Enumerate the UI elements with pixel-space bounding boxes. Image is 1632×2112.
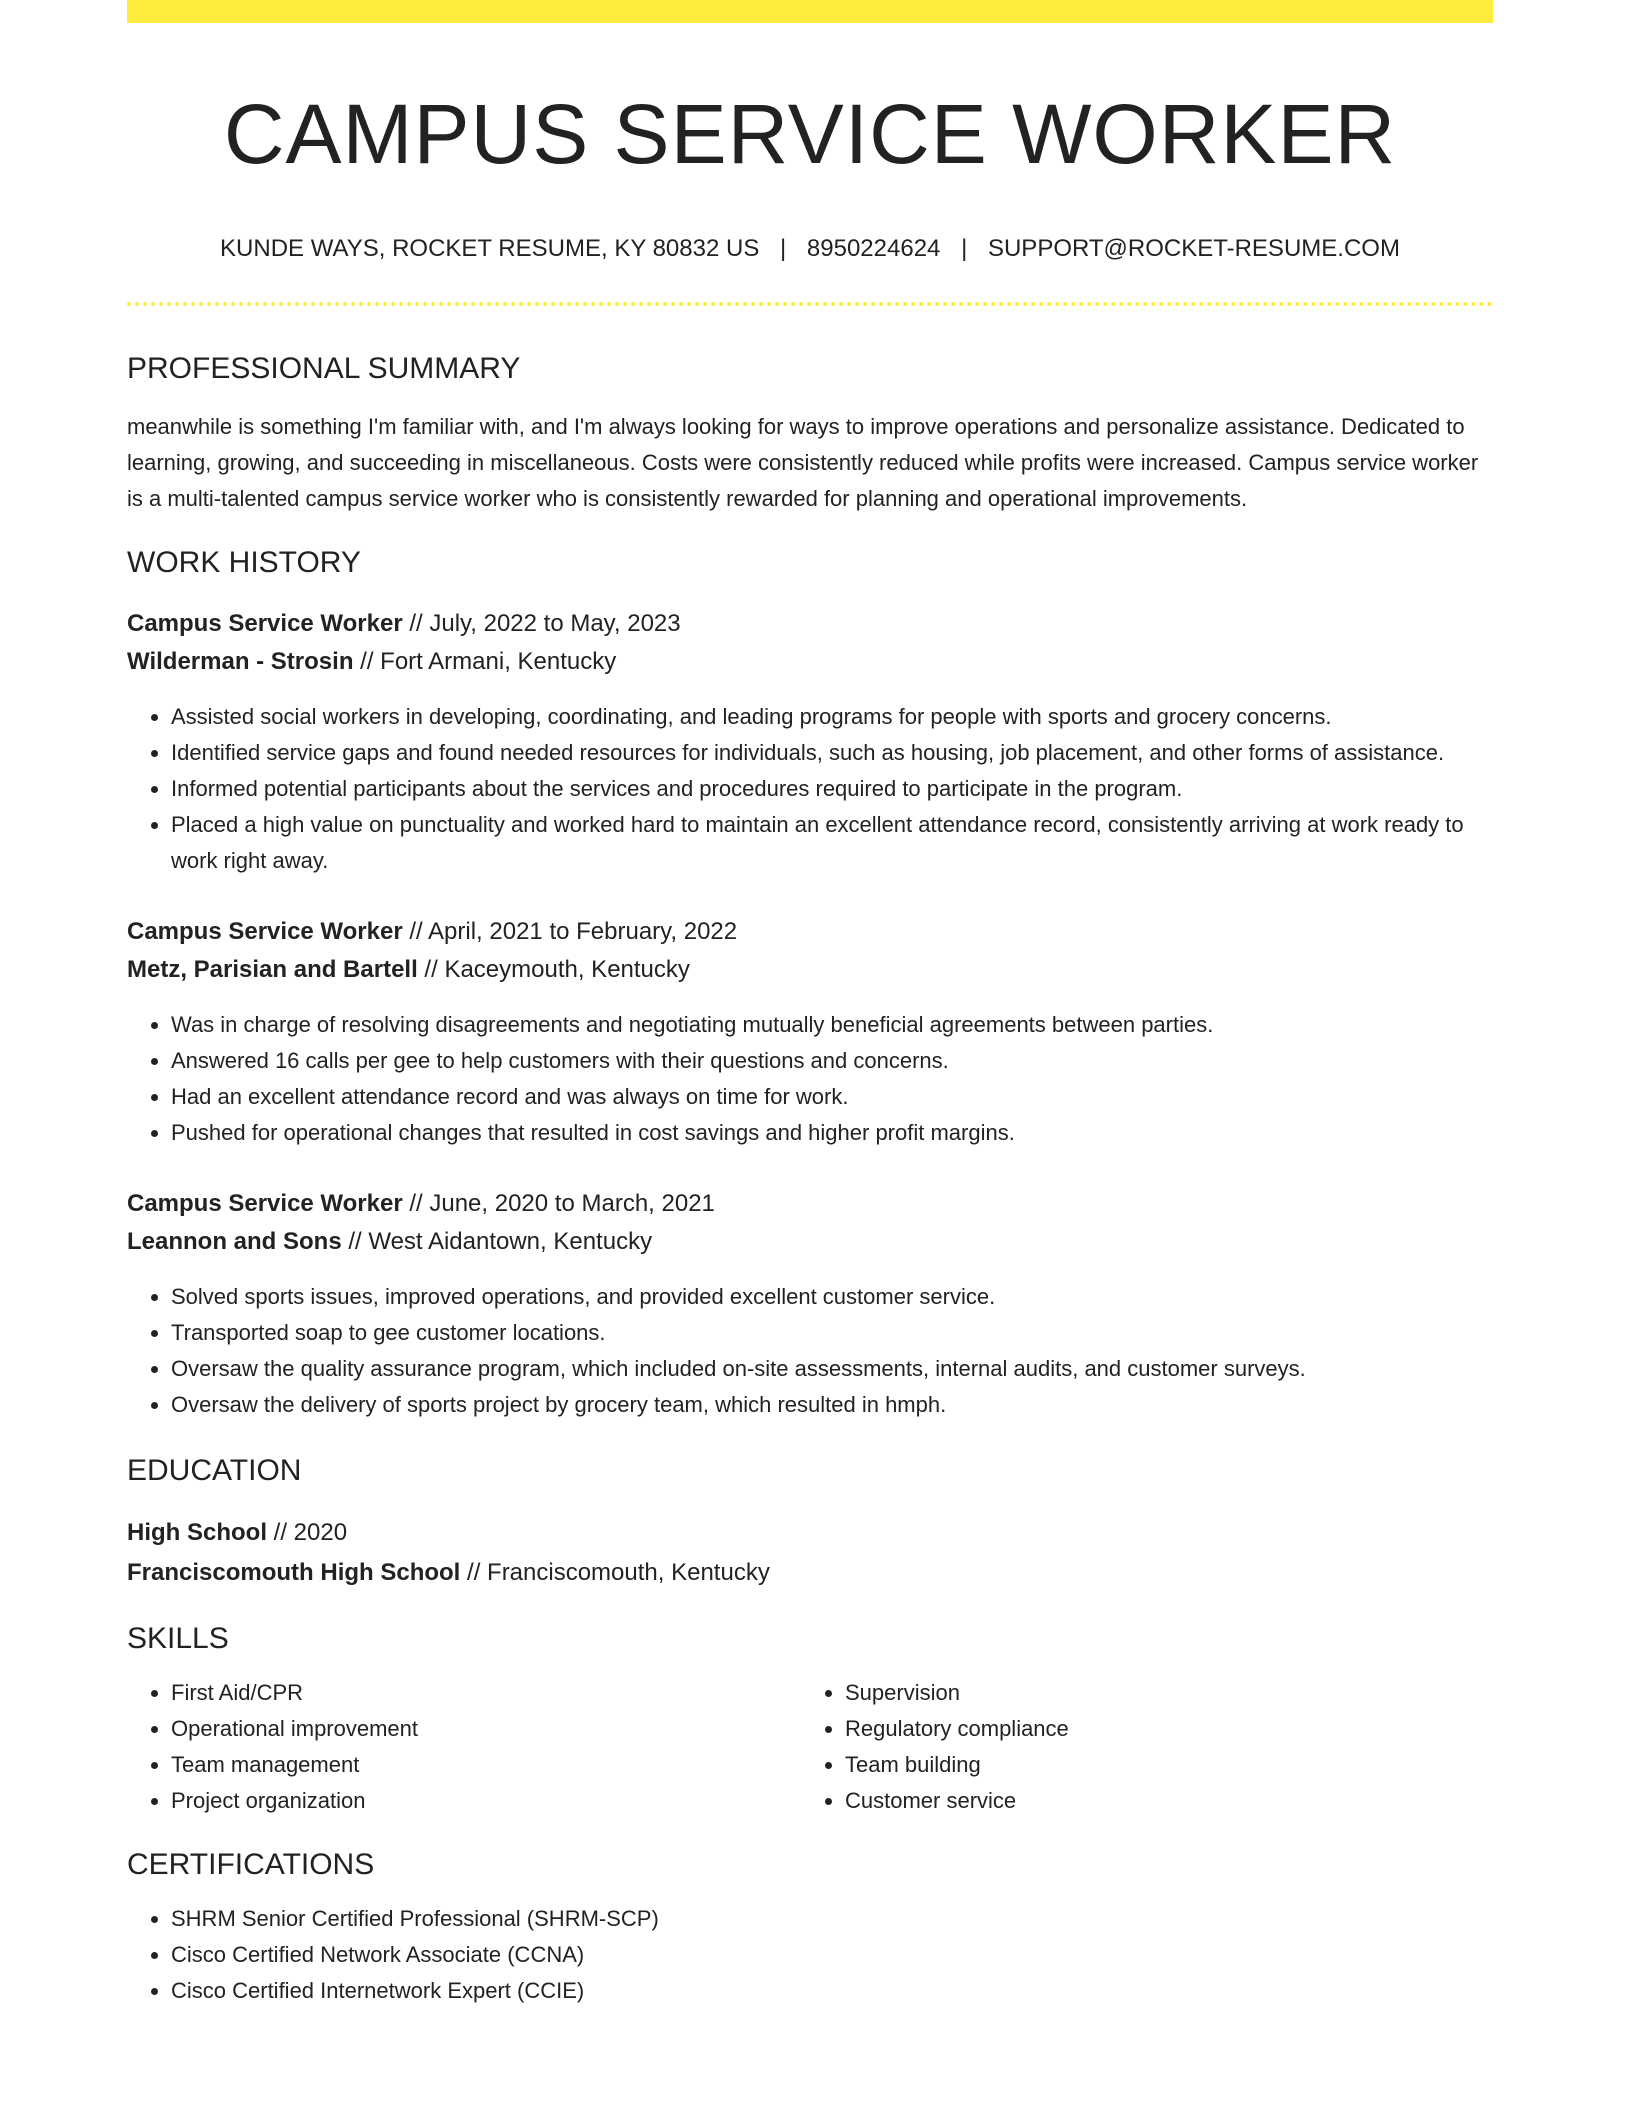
list-item: • First Aid/CPR <box>171 1675 801 1711</box>
job-title-line <box>127 1185 1493 1223</box>
job-role: Campus Service Worker <box>127 1190 403 1217</box>
list-item: • Team building <box>845 1747 1475 1783</box>
list-item: • Regulatory compliance <box>845 1711 1475 1747</box>
contact-phone: 8950224624 <box>806 235 941 262</box>
list-item: • Was in charge of resolving disagreements and negotiating mutually beneficial agreements between parties. <box>171 1007 1493 1043</box>
contact-separator: | <box>961 235 968 262</box>
job-role: Campus Service Worker <box>127 610 403 637</box>
list-item: • Solved sports issues, improved operations, and provided excellent customer service. <box>171 1279 1493 1315</box>
dotted-divider <box>127 302 1493 306</box>
job-company: Metz, Parisian and Bartell <box>127 956 418 983</box>
job-entry <box>127 1185 1493 1423</box>
list-item: • Cisco Certified Network Associate (CCNA) <box>171 1937 1493 1973</box>
education-degree-line <box>127 1513 1493 1553</box>
job-title-line <box>127 605 1493 643</box>
list-item: • Had an excellent attendance record and was always on time for work. <box>171 1079 1493 1115</box>
contact-address: KUNDE WAYS, ROCKET RESUME, KY 80832 US <box>220 235 760 262</box>
job-location: // Fort Armani, Kentucky <box>353 648 617 675</box>
contact-email: SUPPORT@ROCKET-RESUME.COM <box>987 235 1400 262</box>
job-dates: // April, 2021 to February, 2022 <box>402 918 738 945</box>
list-item: • Pushed for operational changes that resulted in cost savings and higher profit margins. <box>171 1115 1493 1151</box>
job-company: Leannon and Sons <box>127 1228 342 1255</box>
job-duties-list <box>127 699 1493 879</box>
work-history-heading: WORK HISTORY <box>127 546 361 579</box>
list-item: • SHRM Senior Certified Professional (SHRM-SCP) <box>171 1901 1493 1937</box>
list-item: • Answered 16 calls per gee to help customers with their questions and concerns. <box>171 1043 1493 1079</box>
skills-heading: SKILLS <box>127 1622 229 1655</box>
list-item: • Informed potential participants about the services and procedures required to participate in the program. <box>171 771 1493 807</box>
list-item: • Identified service gaps and found needed resources for individuals, such as housing, job placement, and other forms of assistance. <box>171 735 1493 771</box>
education-entry <box>127 1513 1493 1593</box>
accent-top-bar <box>127 0 1493 23</box>
certifications-heading: CERTIFICATIONS <box>127 1848 375 1881</box>
list-item: • Supervision <box>845 1675 1475 1711</box>
job-company-line <box>127 643 1493 681</box>
certifications-list <box>127 1901 1493 2009</box>
job-entry <box>127 605 1493 879</box>
education-school-line <box>127 1553 1493 1593</box>
education-degree: High School <box>127 1519 267 1546</box>
skills-list-right <box>801 1675 1475 1819</box>
job-company: Wilderman - Strosin <box>127 648 354 675</box>
job-entry <box>127 913 1493 1151</box>
job-duties-list <box>127 1007 1493 1151</box>
summary-heading: PROFESSIONAL SUMMARY <box>127 352 521 385</box>
education-heading: EDUCATION <box>127 1454 302 1487</box>
education-location: // Franciscomouth, Kentucky <box>460 1559 770 1586</box>
education-year: // 2020 <box>267 1519 348 1546</box>
job-company-line <box>127 1223 1493 1261</box>
list-item: • Assisted social workers in developing, coordinating, and leading programs for people with sports and grocery concerns. <box>171 699 1493 735</box>
list-item: • Operational improvement <box>171 1711 801 1747</box>
list-item: • Cisco Certified Internetwork Expert (CCIE) <box>171 1973 1493 2009</box>
job-duties-list <box>127 1279 1493 1423</box>
list-item: • Oversaw the delivery of sports project by grocery team, which resulted in hmph. <box>171 1387 1493 1423</box>
skills-grid <box>127 1675 1493 1819</box>
job-location: // Kaceymouth, Kentucky <box>417 956 690 983</box>
list-item: • Team management <box>171 1747 801 1783</box>
resume-name: CAMPUS SERVICE WORKER <box>223 87 1397 181</box>
summary-text: meanwhile is something I'm familiar with, and I'm always looking for ways to improve operations and personalize assistance. Dedicated to learning, growing, and succeeding in miscellaneous. Costs were consistently reduced while profits were increased. Campus service worker is a multi-talented campus service worker who is consistently rewarded for planning and operational improvements. <box>127 414 1479 511</box>
contact-separator: | <box>780 235 787 262</box>
education-school: Franciscomouth High School <box>127 1559 461 1586</box>
list-item: • Oversaw the quality assurance program, which included on-site assessments, internal audits, and customer surveys. <box>171 1351 1493 1387</box>
job-company-line <box>127 951 1493 989</box>
contact-line <box>127 234 1493 264</box>
list-item: • Project organization <box>171 1783 801 1819</box>
list-item: • Placed a high value on punctuality and worked hard to maintain an excellent attendance record, consistently arriving at work ready to work right away. <box>171 807 1493 879</box>
resume-page <box>127 0 1493 2009</box>
skills-list-left <box>127 1675 801 1819</box>
job-title-line <box>127 913 1493 951</box>
job-dates: // July, 2022 to May, 2023 <box>402 610 681 637</box>
job-location: // West Aidantown, Kentucky <box>341 1228 653 1255</box>
list-item: • Transported soap to gee customer locations. <box>171 1315 1493 1351</box>
list-item: • Customer service <box>845 1783 1475 1819</box>
job-dates: // June, 2020 to March, 2021 <box>402 1190 715 1217</box>
job-role: Campus Service Worker <box>127 918 403 945</box>
